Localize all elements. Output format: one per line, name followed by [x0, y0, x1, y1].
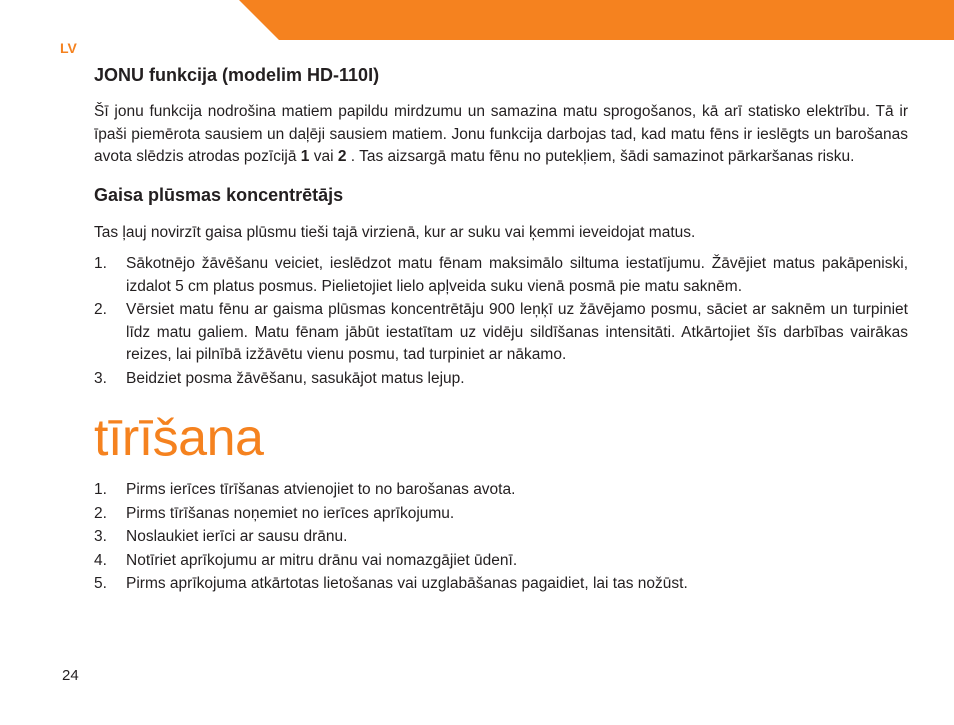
- concentrator-intro: Tas ļauj novirzīt gaisa plūsmu tieši tajā virzienā, kur ar suku vai ķemmi ieveidojat matus.: [94, 223, 696, 241]
- list-item: [94, 253, 908, 298]
- list-item-text: Pirms aprīkojuma atkārtotas lietošanas vai uzglabāšanas pagaidiet, lai tas nožūst.: [126, 575, 688, 592]
- cleaning-section-title: tīrīšana: [94, 409, 264, 467]
- list-item-number: 1.: [94, 481, 107, 498]
- list-item-number: 3.: [94, 528, 107, 545]
- list-item: [94, 573, 908, 596]
- list-item-text: Pirms ierīces tīrīšanas atvienojiet to no barošanas avota.: [126, 481, 516, 498]
- cleaning-steps-list: [94, 479, 908, 596]
- list-item: [94, 479, 908, 502]
- list-item-number: 5.: [94, 575, 107, 592]
- list-item-text: Beidziet posma žāvēšanu, sasukājot matus lejup.: [126, 369, 465, 387]
- list-item-text: Notīriet aprīkojumu ar mitru drānu vai nomazgājiet ūdenī.: [126, 551, 518, 569]
- list-item: [94, 299, 908, 367]
- list-item: [94, 550, 908, 573]
- language-label: LV: [60, 40, 77, 56]
- list-item-number: 2.: [94, 301, 107, 318]
- ion-paragraph-text-1: Šī jonu funkcija nodrošina matiem papildu mirdzumu un samazina matu sprogošanos, kā arī statisko elektrību. Tā ir īpaši piemērota sausiem un daļēji sausiem matiem. Jonu funkcija darbojas tad, kad matu fēns ir ieslēgts un barošanas avota slēdzis atrodas pozīcijā: [94, 103, 908, 165]
- list-item-number: 3.: [94, 369, 107, 387]
- position-1-label: 1: [300, 148, 310, 165]
- ion-function-heading: JONU funkcija (modelim HD-110I): [94, 65, 380, 85]
- list-item-text: Pirms tīrīšanas noņemiet no ierīces aprīkojumu.: [126, 504, 455, 522]
- ion-paragraph-text-3: . Tas aizsargā matu fēnu no putekļiem, šādi samazinot pārkaršanas risku.: [346, 148, 855, 165]
- list-item-text: Vērsiet matu fēnu ar gaisma plūsmas koncentrētāju 900 leņķī uz žāvējamo posmu, sāciet ar saknēm un turpiniet līdz matu galiem. Matu fēnam jābūt iestatītam uz vidēju sildīšanas intensitāti. Atkārtojiet šīs darbības vairākas reizes, lai pilnībā izžāvētu vienu posmu, tad turpiniet ar nākamo.: [126, 301, 908, 363]
- header-accent-band: [239, 0, 954, 40]
- page-content: [94, 63, 908, 597]
- list-item: [94, 526, 908, 549]
- position-2-label: 2: [337, 148, 347, 165]
- list-item-number: 4.: [94, 551, 107, 569]
- ion-paragraph-text-2: vai: [309, 148, 338, 165]
- concentrator-heading: Gaisa plūsmas koncentrētājs: [94, 184, 344, 205]
- list-item-number: 2.: [94, 504, 107, 522]
- list-item-text: Sākotnējo žāvēšanu veiciet, ieslēdzot matu fēnam maksimālo siltuma iestatījumu. Žāvējiet matus pakāpeniski, izdalot 5 cm platus posmus. Pielietojiet lielo apļveida suku vienā posmā pie matu saknēm.: [126, 255, 908, 295]
- list-item: [94, 503, 908, 526]
- concentrator-steps-list: [94, 253, 908, 390]
- list-item-number: 1.: [94, 255, 107, 272]
- list-item-text: Noslaukiet ierīci ar sausu drānu.: [126, 528, 348, 545]
- ion-function-paragraph: [94, 101, 908, 169]
- page-number: 24: [62, 667, 79, 684]
- list-item: [94, 368, 908, 391]
